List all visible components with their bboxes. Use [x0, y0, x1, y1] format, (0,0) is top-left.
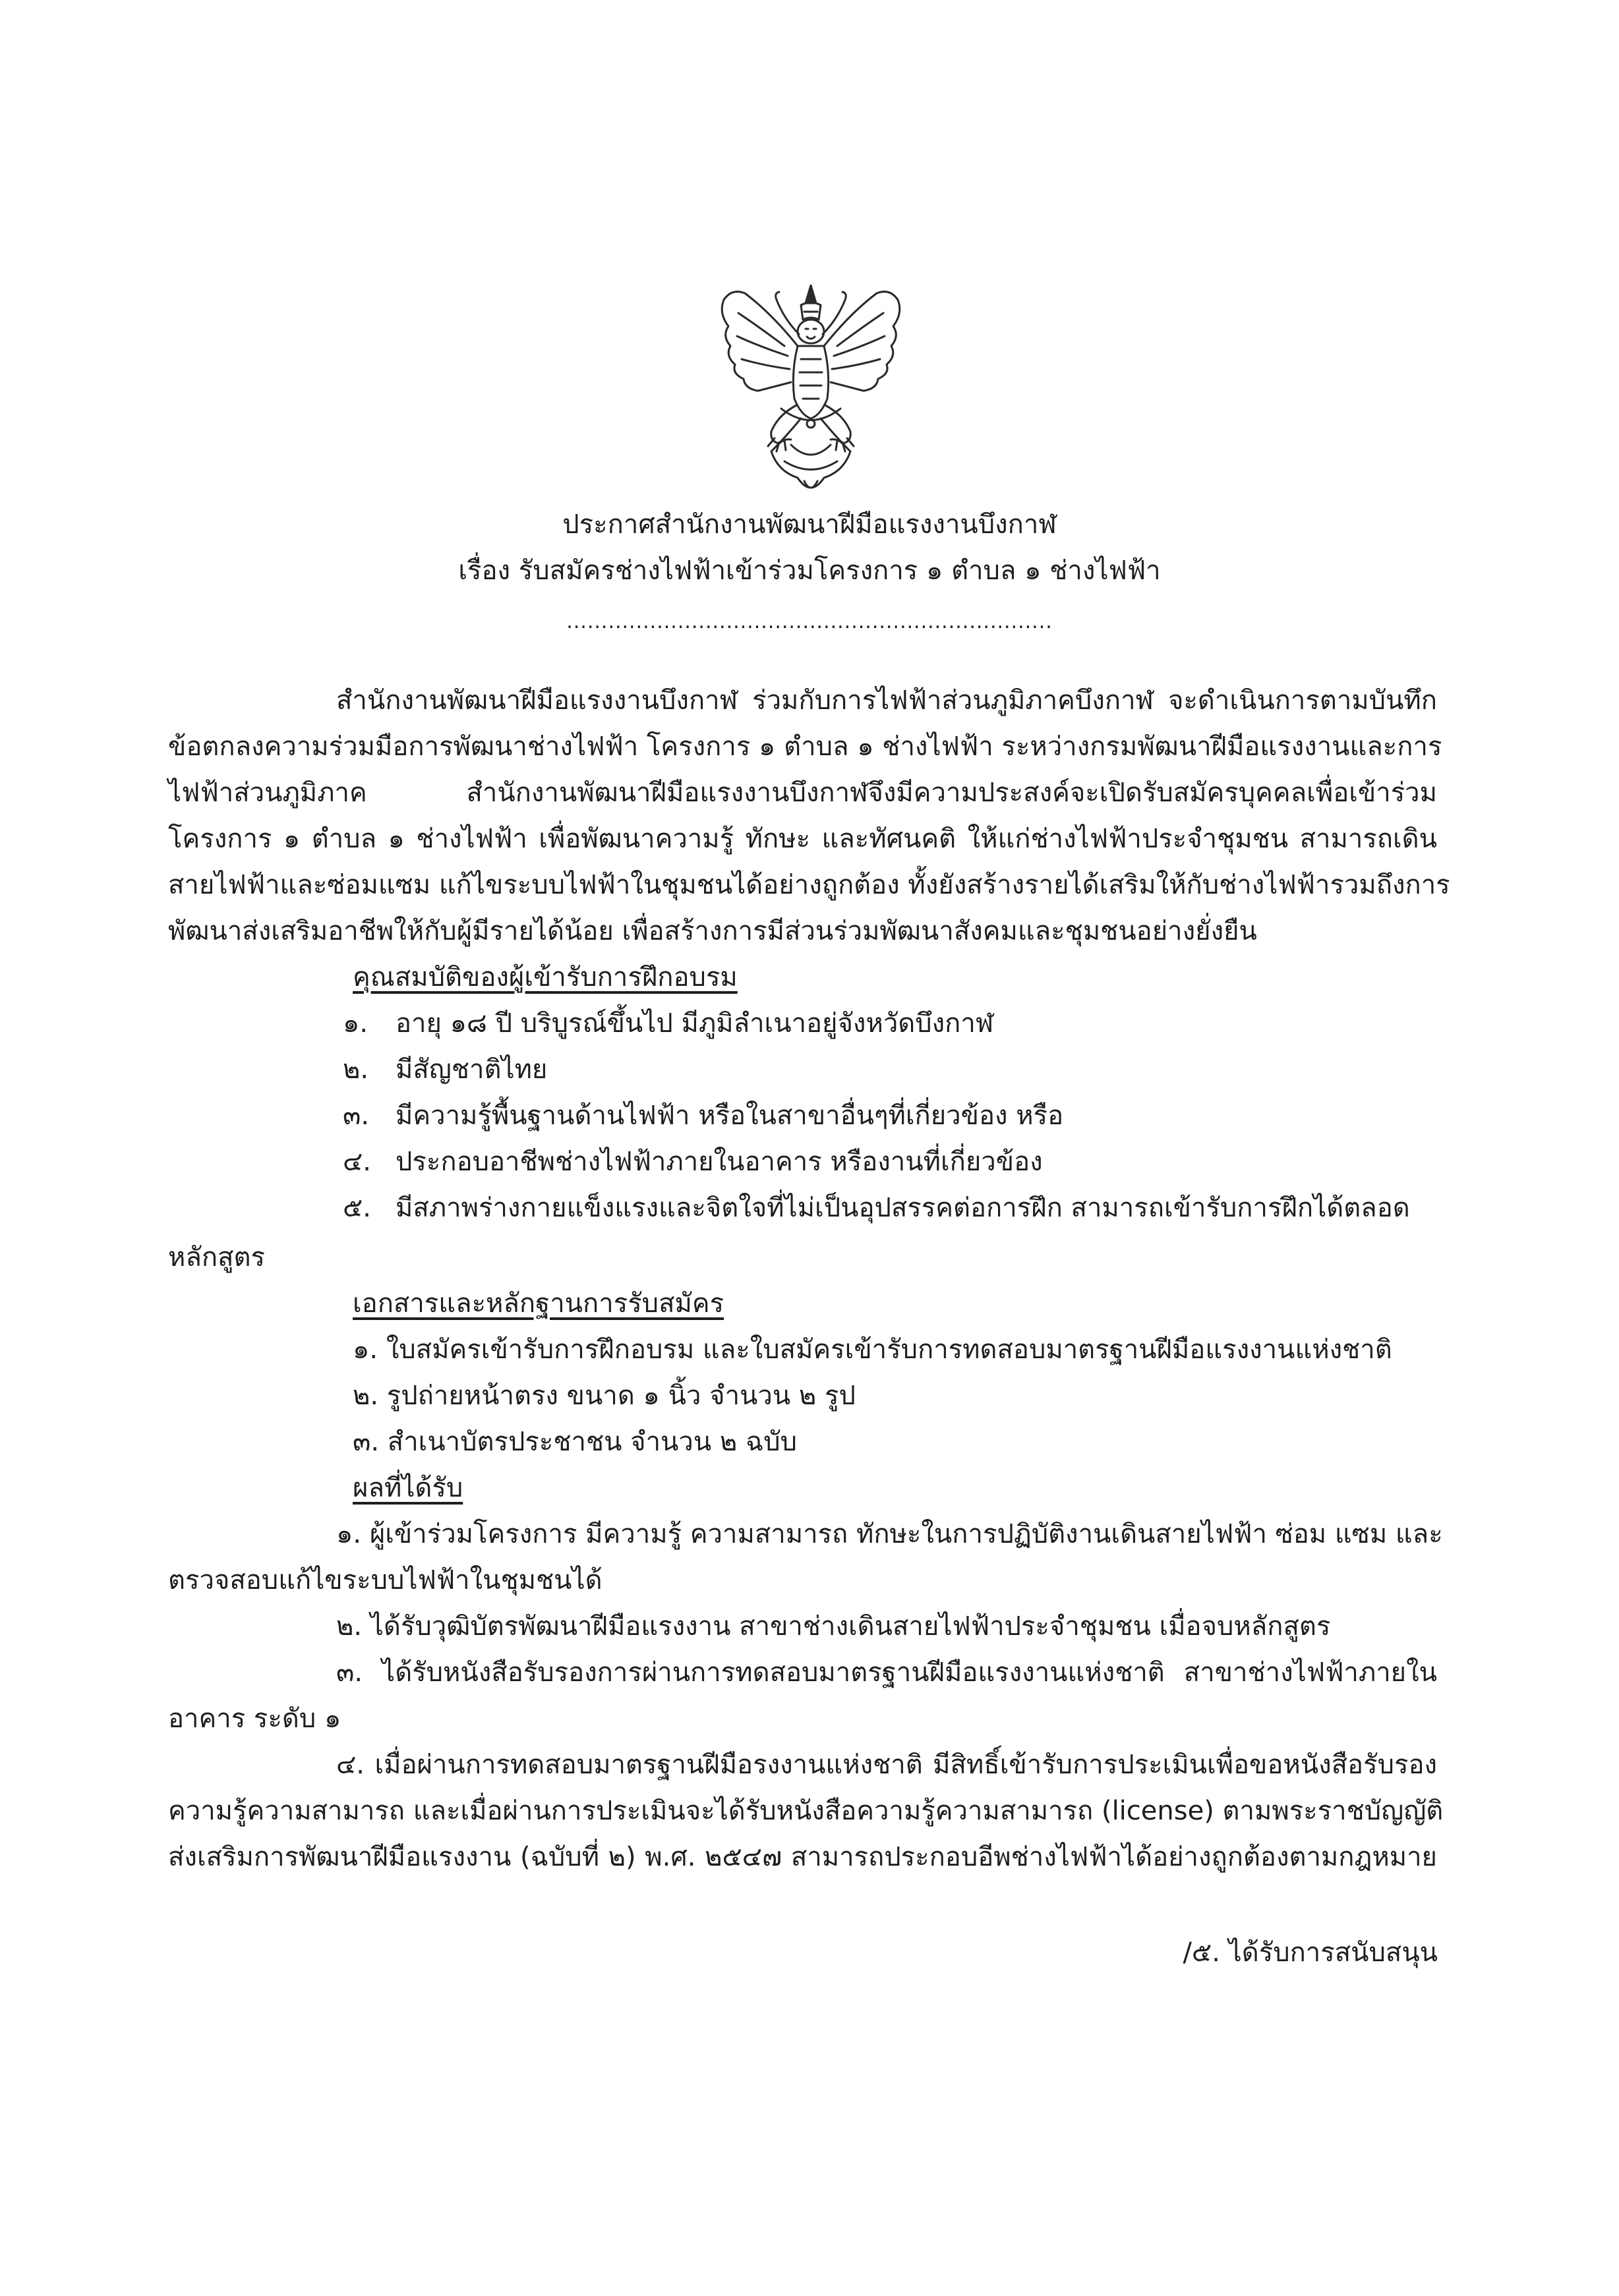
title-divider: ...................................................................... — [566, 610, 1053, 633]
qualification-text: ประกอบอาชีพช่างไฟฟ้าภายในอาคาร หรืองานที่เกี่ยวข้อง — [396, 1147, 1043, 1177]
intro-line-3: ไฟฟ้าส่วนภูมิภาค สำนักงานพัฒนาฝีมือแรงงานบึงกาฬจึงมีความประสงค์จะเปิดรับสมัครบุคคลเพื่อเข้าร่วม — [168, 778, 1437, 808]
document-item: ๑. ใบสมัครเข้ารับการฝึกอบรม และใบสมัครเข้ารับการทดสอบมาตรฐานฝีมือแรงงานแห่งชาติ — [353, 1335, 1392, 1365]
qualification-text: มีสัญชาติไทย — [396, 1054, 548, 1085]
qualification-number: ๒. — [343, 1054, 369, 1085]
qualification-number: ๕. — [343, 1193, 371, 1223]
benefit-item-3: ๓. ได้รับหนังสือรับรองการผ่านการทดสอบมาตรฐานฝีมือแรงงานแห่งชาติ สาขาช่างไฟฟ้าภายใน — [336, 1657, 1437, 1688]
benefit-item-4-cont: ส่งเสริมการพัฒนาฝีมือแรงงาน (ฉบับที่ ๒) พ.ศ. ๒๕๔๗ สามารถประกอบอีพช่างไฟฟ้าได้อย่างถูกต้องตามกฎหมาย — [168, 1842, 1437, 1872]
announcement-title: ประกาศสำนักงานพัฒนาฝีมือแรงงานบึงกาฬ — [562, 509, 1057, 540]
qualification-text: อายุ ๑๘ ปี บริบูรณ์ขึ้นไป มีภูมิลำเนาอยู่จังหวัดบึงกาฬ — [396, 1008, 994, 1039]
documents-heading: เอกสารและหลักฐานการรับสมัคร — [353, 1288, 724, 1319]
qualification-continuation: หลักสูตร — [168, 1242, 265, 1273]
intro-line-2: ข้อตกลงความร่วมมือการพัฒนาช่างไฟฟ้า โครงการ ๑ ตำบล ๑ ช่างไฟฟ้า ระหว่างกรมพัฒนาฝีมือแรงงานและการ — [168, 732, 1442, 762]
intro-line-4: โครงการ ๑ ตำบล ๑ ช่างไฟฟ้า เพื่อพัฒนาความรู้ ทักษะ และทัศนคติ ให้แก่ช่างไฟฟ้าประจำชุมชน สามารถเดิน — [168, 824, 1437, 854]
document-item: ๓. สำเนาบัตรประชาชน จำนวน ๒ ฉบับ — [353, 1427, 798, 1457]
garuda-emblem-icon — [692, 273, 929, 504]
document-item: ๒. รูปถ่ายหน้าตรง ขนาด ๑ นิ้ว จำนวน ๒ รูป — [353, 1381, 856, 1411]
intro-line-5: สายไฟฟ้าและซ่อมแซม แก้ไขระบบไฟฟ้าในชุมชนได้อย่างถูกต้อง ทั้งยังสร้างรายได้เสริมให้กับช่างไฟฟ้ารวมถึงการ — [168, 870, 1450, 900]
qualifications-heading: คุณสมบัติของผู้เข้ารับการฝึกอบรม — [353, 962, 738, 992]
benefit-item-1: ๑. ผู้เข้าร่วมโครงการ มีความรู้ ความสามารถ ทักษะในการปฏิบัติงานเดินสายไฟฟ้า ซ่อม แซม และ — [336, 1519, 1443, 1549]
qualification-number: ๔. — [343, 1147, 371, 1177]
intro-line-1: สำนักงานพัฒนาฝีมือแรงงานบึงกาฬ ร่วมกับการไฟฟ้าส่วนภูมิภาคบึงกาฬ จะดำเนินการตามบันทึก — [336, 685, 1437, 716]
benefit-item-2: ๒. ได้รับวุฒิบัตรพัฒนาฝีมือแรงงาน สาขาช่างเดินสายไฟฟ้าประจำชุมชน เมื่อจบหลักสูตร — [336, 1611, 1331, 1642]
qualification-text: มีความรู้พื้นฐานด้านไฟฟ้า หรือในสาขาอื่นๆที่เกี่ยวข้อง หรือ — [396, 1101, 1064, 1131]
benefits-heading: ผลที่ได้รับ — [353, 1473, 463, 1503]
benefit-item-4: ๔. เมื่อผ่านการทดสอบมาตรฐานฝีมือรงงานแห่งชาติ มีสิทธิ์เข้ารับการประเมินเพื่อขอหนังสือรับรอง — [336, 1750, 1437, 1780]
qualification-text: มีสภาพร่างกายแข็งแรงและจิตใจที่ไม่เป็นอุปสรรคต่อการฝึก สามารถเข้ารับการฝึกได้ตลอด — [396, 1193, 1410, 1223]
announcement-subject: เรื่อง รับสมัครช่างไฟฟ้าเข้าร่วมโครงการ ๑ ตำบล ๑ ช่างไฟฟ้า — [458, 556, 1161, 586]
benefit-item-3-cont: อาคาร ระดับ ๑ — [168, 1704, 341, 1734]
qualification-number: ๓. — [343, 1101, 370, 1131]
intro-line-6: พัฒนาส่งเสริมอาชีพให้กับผู้มีรายได้น้อย เพื่อสร้างการมีส่วนร่วมพัฒนาสังคมและชุมชนอย่างยั่งยืน — [168, 916, 1257, 946]
benefit-item-1-cont: ตรวจสอบแก้ไขระบบไฟฟ้าในชุมชนได้ — [168, 1565, 603, 1595]
benefit-item-4-cont: ความรู้ความสามารถ และเมื่อผ่านการประเมินจะได้รับหนังสือความรู้ความสามารถ (license) ตามพระราชบัญญัติ — [168, 1796, 1444, 1826]
qualification-number: ๑. — [343, 1008, 368, 1039]
continued-note: /๕. ได้รับการสนับสนุน — [1183, 1937, 1438, 1968]
